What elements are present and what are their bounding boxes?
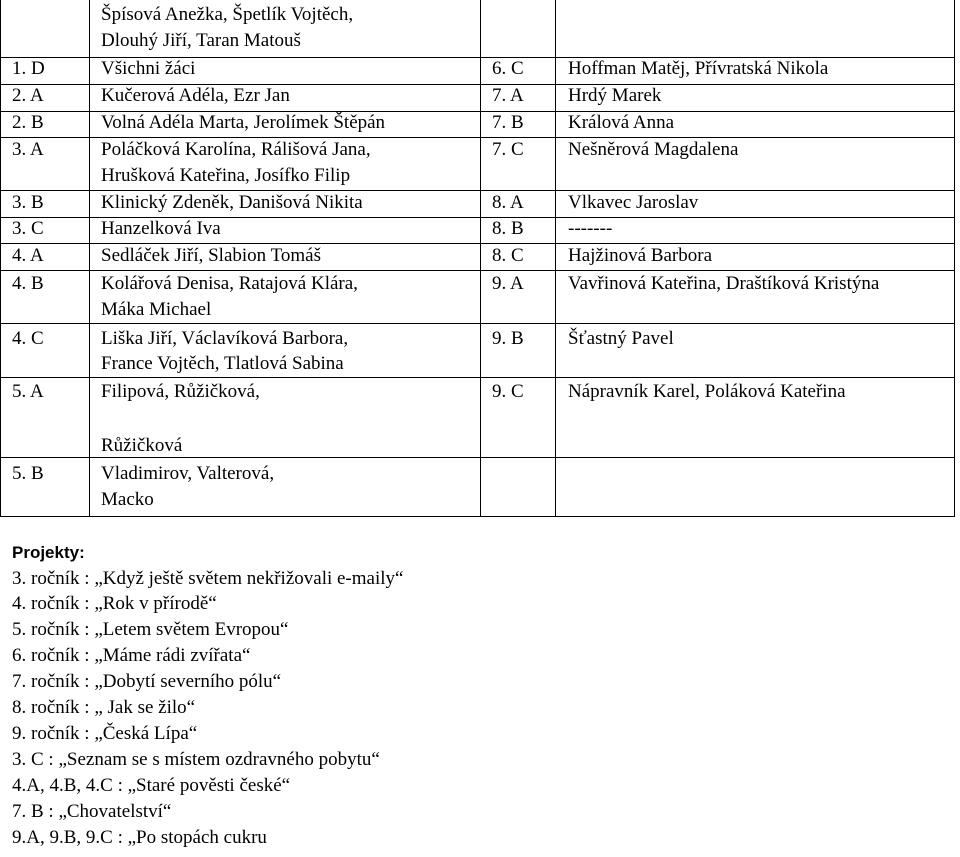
table-cell-class: 1. D <box>12 58 45 79</box>
table-cell-names: Kučerová Adéla, Ezr Jan <box>101 85 290 106</box>
projects-heading: Projekty: <box>12 543 85 562</box>
table-cell-class: 3. A <box>12 139 44 160</box>
project-item: 5. ročník : „Letem světem Evropou“ <box>12 619 289 640</box>
project-item: 4.A, 4.B, 4.C : „Staré pověsti české“ <box>12 775 291 796</box>
table-cell-class: 2. A <box>12 85 44 106</box>
table-cell-names: Nešněrová Magdalena <box>568 139 739 160</box>
table-cell-names: Růžičková <box>101 435 183 456</box>
table-cell-class: 4. A <box>12 245 44 266</box>
table-cell-class: 5. A <box>12 381 44 402</box>
table-cell-names: Hanzelková Iva <box>101 218 221 239</box>
table-cell-class: 9. A <box>492 273 524 294</box>
row-border <box>0 323 955 324</box>
table-cell-names: Macko <box>101 489 154 510</box>
table-cell-names: Máka Michael <box>101 299 212 320</box>
table-cell-class: 7. C <box>492 139 524 160</box>
table-cell-names: Dlouhý Jiří, Taran Matouš <box>101 30 301 51</box>
table-cell-class: 7. A <box>492 85 524 106</box>
row-border <box>0 377 955 378</box>
table-cell-names: Hoffman Matěj, Přívratská Nikola <box>568 58 829 79</box>
project-item: 8. ročník : „ Jak se žilo“ <box>12 697 196 718</box>
row-border <box>0 137 955 138</box>
table-cell-names: Volná Adéla Marta, Jerolímek Štěpán <box>101 112 386 133</box>
table-cell-class: 3. B <box>12 192 44 213</box>
table-cell-class: 7. B <box>492 112 524 133</box>
project-item: 7. ročník : „Dobytí severního pólu“ <box>12 671 282 692</box>
col-border <box>555 0 556 517</box>
col-border <box>0 0 1 517</box>
table-cell-names: Poláčková Karolína, Rálišová Jana, <box>101 139 371 160</box>
table-cell-names: Špísová Anežka, Špetlík Vojtěch, <box>101 4 354 25</box>
project-item: 9. ročník : „Česká Lípa“ <box>12 723 198 744</box>
col-border <box>954 0 955 517</box>
table-cell-names: Všichni žáci <box>101 58 196 79</box>
row-border <box>0 243 955 244</box>
table-cell-class: 3. C <box>12 218 44 239</box>
table-cell-names: Králová Anna <box>568 112 675 133</box>
table-cell-names: Kolářová Denisa, Ratajová Klára, <box>101 273 358 294</box>
row-border <box>0 270 955 271</box>
row-border <box>0 516 955 517</box>
table-cell-class: 9. B <box>492 328 524 349</box>
project-item: 3. ročník : „Když ještě světem nekřižovali e-maily“ <box>12 568 404 589</box>
table-cell-names: Vlkavec Jaroslav <box>568 192 699 213</box>
table-cell-names: Vladimirov, Valterová, <box>101 463 275 484</box>
table-cell-names: Sedláček Jiří, Slabion Tomáš <box>101 245 321 266</box>
project-item: 7. B : „Chovatelství“ <box>12 801 172 822</box>
project-item: 3. C : „Seznam se s místem ozdravného pobytu“ <box>12 749 380 770</box>
project-item: 6. ročník : „Máme rádi zvířata“ <box>12 645 251 666</box>
project-item: 4. ročník : „Rok v přírodě“ <box>12 593 217 614</box>
table-cell-names: Šťastný Pavel <box>568 328 674 349</box>
table-cell-names: Hrdý Marek <box>568 85 662 106</box>
table-cell-class: 9. C <box>492 381 524 402</box>
row-border <box>0 457 955 458</box>
table-cell-names: Filipová, Růžičková, <box>101 381 260 402</box>
col-border <box>89 0 90 517</box>
table-cell-names: Hajžinová Barbora <box>568 245 713 266</box>
project-item: 9.A, 9.B, 9.C : „Po stopách cukru <box>12 827 267 848</box>
table-cell-class: 8. B <box>492 218 524 239</box>
table-cell-class: 8. A <box>492 192 524 213</box>
col-border <box>480 0 481 517</box>
table-cell-class: 4. C <box>12 328 44 349</box>
table-cell-names: France Vojtěch, Tlatlová Sabina <box>101 353 344 374</box>
table-cell-names: Hrušková Kateřina, Josífko Filip <box>101 165 351 186</box>
table-cell-class: 6. C <box>492 58 524 79</box>
table-cell-class: 4. B <box>12 273 44 294</box>
table-cell-class: 5. B <box>12 463 44 484</box>
table-cell-names: Klinický Zdeněk, Danišová Nikita <box>101 192 363 213</box>
table-cell-names: Nápravník Karel, Poláková Kateřina <box>568 381 846 402</box>
table-cell-class: 8. C <box>492 245 524 266</box>
table-cell-names: Liška Jiří, Václavíková Barbora, <box>101 328 349 349</box>
table-cell-class: 2. B <box>12 112 44 133</box>
row-border <box>0 190 955 191</box>
table-cell-names: Vavřinová Kateřina, Draštíková Kristýna <box>568 273 880 294</box>
table-cell-names: ------- <box>568 218 613 239</box>
